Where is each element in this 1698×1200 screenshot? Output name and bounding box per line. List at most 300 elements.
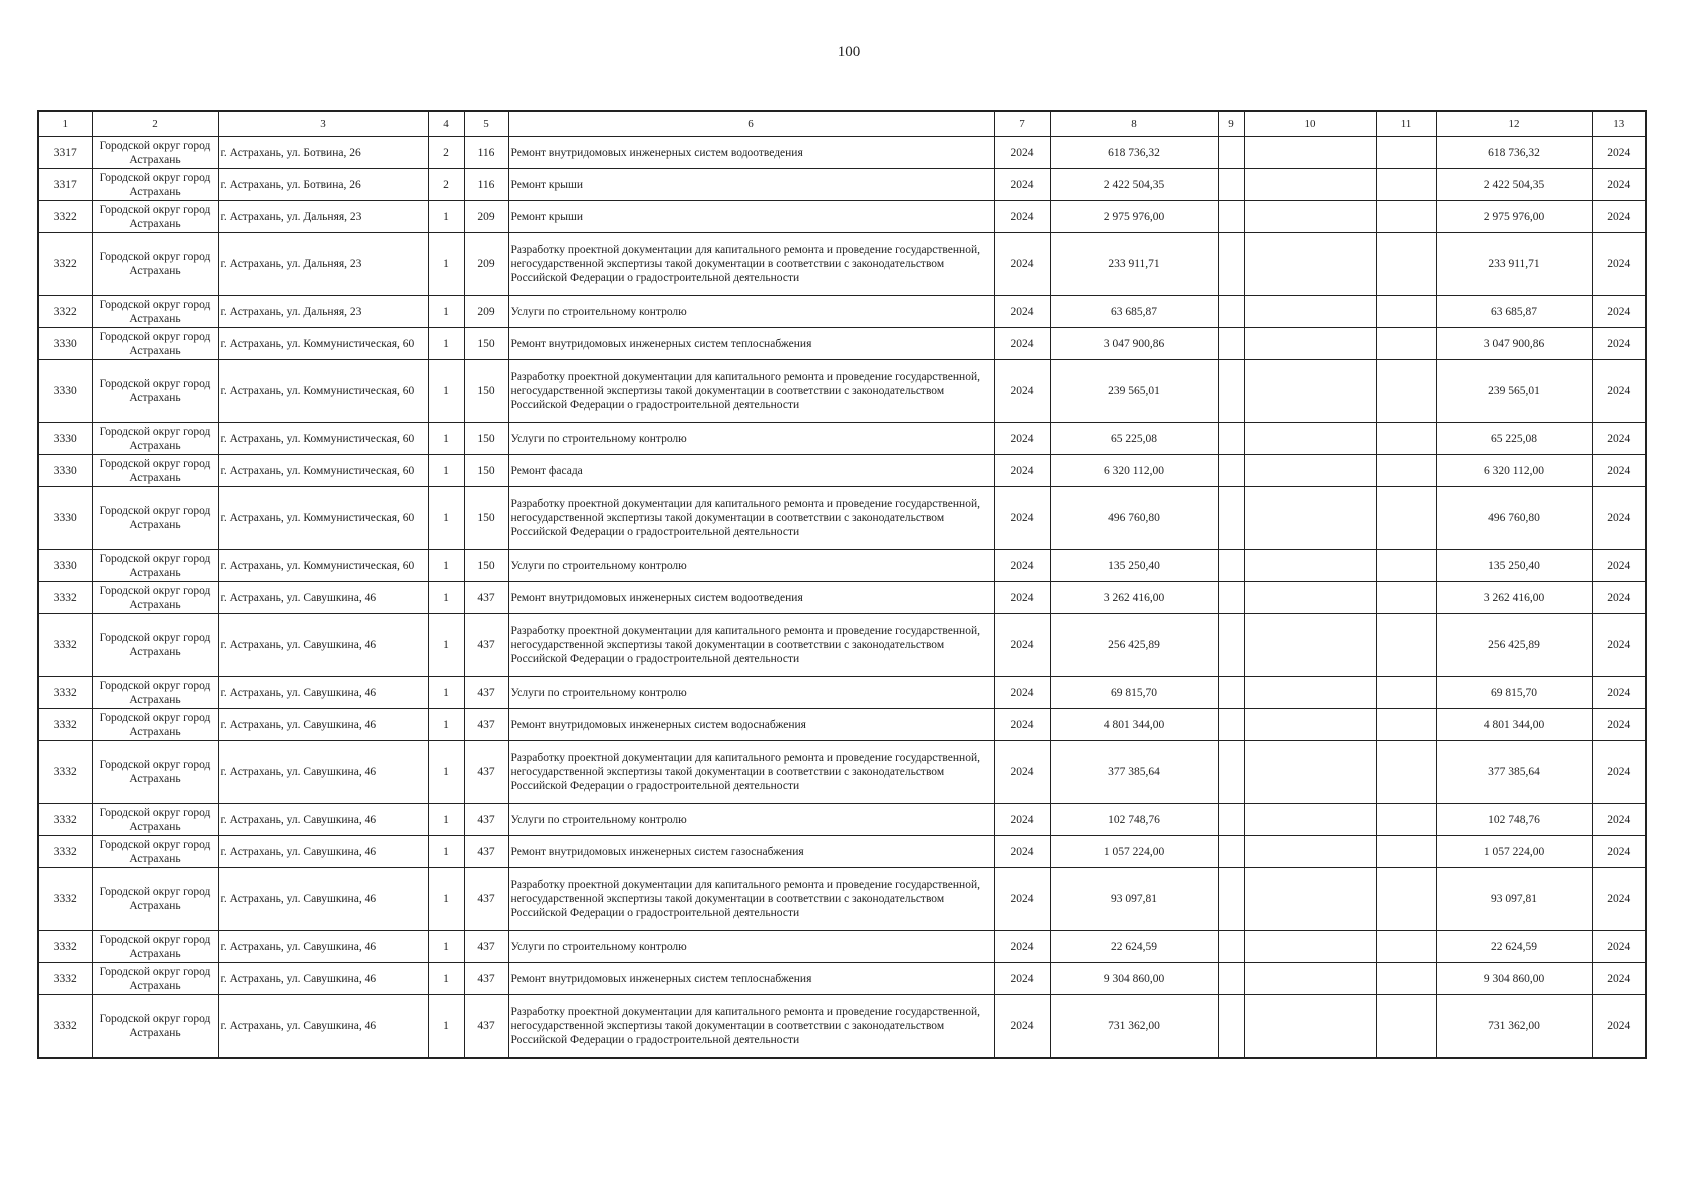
cell-col-4: 1 [428, 487, 464, 550]
cell-col-5: 437 [464, 677, 508, 709]
cell-col-2: Городской округ город Астрахань [92, 487, 218, 550]
column-header: 8 [1050, 111, 1218, 137]
cell-col-3: г. Астрахань, ул. Савушкина, 46 [218, 995, 428, 1059]
cell-col-6: Ремонт внутридомовых инженерных систем водоотведения [508, 582, 994, 614]
cell-col-2: Городской округ город Астрахань [92, 296, 218, 328]
cell-col-2: Городской округ город Астрахань [92, 169, 218, 201]
cell-col-3: г. Астрахань, ул. Савушкина, 46 [218, 741, 428, 804]
cell-col-4: 1 [428, 709, 464, 741]
column-header: 9 [1218, 111, 1244, 137]
cell-col-6: Ремонт внутридомовых инженерных систем водоснабжения [508, 709, 994, 741]
cell-col-3: г. Астрахань, ул. Савушкина, 46 [218, 963, 428, 995]
cell-col-13: 2024 [1592, 963, 1646, 995]
cell-col-4: 1 [428, 296, 464, 328]
cell-col-4: 1 [428, 995, 464, 1059]
cell-col-13: 2024 [1592, 201, 1646, 233]
cell-col-6: Услуги по строительному контролю [508, 931, 994, 963]
cell-col-12: 618 736,32 [1436, 137, 1592, 169]
cell-col-10 [1244, 931, 1376, 963]
cell-col-11 [1376, 201, 1436, 233]
cell-col-11 [1376, 836, 1436, 868]
cell-col-10 [1244, 296, 1376, 328]
cell-col-1: 3322 [38, 296, 92, 328]
cell-col-12: 63 685,87 [1436, 296, 1592, 328]
cell-col-7: 2024 [994, 582, 1050, 614]
cell-col-13: 2024 [1592, 487, 1646, 550]
cell-col-4: 1 [428, 614, 464, 677]
cell-col-6: Ремонт внутридомовых инженерных систем теплоснабжения [508, 328, 994, 360]
cell-col-5: 437 [464, 995, 508, 1059]
cell-col-6: Услуги по строительному контролю [508, 677, 994, 709]
cell-col-4: 1 [428, 836, 464, 868]
cell-col-12: 9 304 860,00 [1436, 963, 1592, 995]
cell-col-2: Городской округ город Астрахань [92, 582, 218, 614]
cell-col-1: 3317 [38, 137, 92, 169]
cell-col-7: 2024 [994, 614, 1050, 677]
cell-col-8: 3 047 900,86 [1050, 328, 1218, 360]
cell-col-11 [1376, 137, 1436, 169]
cell-col-8: 93 097,81 [1050, 868, 1218, 931]
cell-col-12: 2 422 504,35 [1436, 169, 1592, 201]
cell-col-7: 2024 [994, 995, 1050, 1059]
cell-col-6: Ремонт внутридомовых инженерных систем газоснабжения [508, 836, 994, 868]
cell-col-11 [1376, 169, 1436, 201]
table-row [38, 169, 1646, 201]
cell-col-12: 4 801 344,00 [1436, 709, 1592, 741]
cell-col-3: г. Астрахань, ул. Коммунистическая, 60 [218, 487, 428, 550]
cell-col-10 [1244, 836, 1376, 868]
cell-col-13: 2024 [1592, 677, 1646, 709]
cell-col-1: 3332 [38, 614, 92, 677]
cell-col-2: Городской округ город Астрахань [92, 137, 218, 169]
cell-col-2: Городской округ город Астрахань [92, 868, 218, 931]
cell-col-2: Городской округ город Астрахань [92, 328, 218, 360]
cell-col-1: 3332 [38, 931, 92, 963]
cell-col-7: 2024 [994, 455, 1050, 487]
cell-col-9 [1218, 296, 1244, 328]
cell-col-3: г. Астрахань, ул. Ботвина, 26 [218, 169, 428, 201]
cell-col-3: г. Астрахань, ул. Савушкина, 46 [218, 868, 428, 931]
cell-col-5: 150 [464, 550, 508, 582]
cell-col-12: 69 815,70 [1436, 677, 1592, 709]
cell-col-13: 2024 [1592, 360, 1646, 423]
cell-col-13: 2024 [1592, 233, 1646, 296]
column-header: 13 [1592, 111, 1646, 137]
column-header: 5 [464, 111, 508, 137]
cell-col-2: Городской округ город Астрахань [92, 741, 218, 804]
cell-col-13: 2024 [1592, 741, 1646, 804]
cell-col-5: 150 [464, 328, 508, 360]
cell-col-4: 1 [428, 201, 464, 233]
cell-col-11 [1376, 455, 1436, 487]
cell-col-6: Разработку проектной документации для капитального ремонта и проведение государственной, негосударственной экспертизы такой документации в соответствии с законодательством Российской Федерации о градостроительной деятельности [508, 868, 994, 931]
cell-col-3: г. Астрахань, ул. Коммунистическая, 60 [218, 360, 428, 423]
cell-col-7: 2024 [994, 296, 1050, 328]
cell-col-9 [1218, 709, 1244, 741]
table-row [38, 836, 1646, 868]
cell-col-8: 2 975 976,00 [1050, 201, 1218, 233]
cell-col-4: 1 [428, 550, 464, 582]
cell-col-10 [1244, 614, 1376, 677]
cell-col-11 [1376, 995, 1436, 1059]
table-row [38, 963, 1646, 995]
cell-col-10 [1244, 137, 1376, 169]
cell-col-3: г. Астрахань, ул. Коммунистическая, 60 [218, 455, 428, 487]
cell-col-5: 150 [464, 487, 508, 550]
cell-col-13: 2024 [1592, 137, 1646, 169]
cell-col-9 [1218, 233, 1244, 296]
cell-col-9 [1218, 677, 1244, 709]
cell-col-10 [1244, 455, 1376, 487]
cell-col-5: 437 [464, 582, 508, 614]
cell-col-13: 2024 [1592, 455, 1646, 487]
cell-col-5: 437 [464, 741, 508, 804]
cell-col-12: 65 225,08 [1436, 423, 1592, 455]
cell-col-12: 239 565,01 [1436, 360, 1592, 423]
cell-col-5: 150 [464, 455, 508, 487]
cell-col-6: Ремонт крыши [508, 201, 994, 233]
table-row [38, 741, 1646, 804]
cell-col-2: Городской округ город Астрахань [92, 931, 218, 963]
cell-col-1: 3330 [38, 328, 92, 360]
cell-col-8: 135 250,40 [1050, 550, 1218, 582]
cell-col-8: 69 815,70 [1050, 677, 1218, 709]
cell-col-9 [1218, 868, 1244, 931]
cell-col-1: 3330 [38, 423, 92, 455]
cell-col-3: г. Астрахань, ул. Савушкина, 46 [218, 804, 428, 836]
table-row [38, 677, 1646, 709]
cell-col-7: 2024 [994, 137, 1050, 169]
cell-col-7: 2024 [994, 233, 1050, 296]
cell-col-1: 3332 [38, 677, 92, 709]
cell-col-5: 437 [464, 709, 508, 741]
capital-repair-table [37, 110, 1647, 1059]
cell-col-8: 731 362,00 [1050, 995, 1218, 1059]
cell-col-12: 233 911,71 [1436, 233, 1592, 296]
cell-col-12: 377 385,64 [1436, 741, 1592, 804]
cell-col-10 [1244, 709, 1376, 741]
cell-col-8: 22 624,59 [1050, 931, 1218, 963]
cell-col-3: г. Астрахань, ул. Савушкина, 46 [218, 582, 428, 614]
table-row [38, 328, 1646, 360]
cell-col-6: Разработку проектной документации для капитального ремонта и проведение государственной, негосударственной экспертизы такой документации в соответствии с законодательством Российской Федерации о градостроительной деятельности [508, 614, 994, 677]
cell-col-12: 6 320 112,00 [1436, 455, 1592, 487]
cell-col-2: Городской округ город Астрахань [92, 201, 218, 233]
cell-col-4: 1 [428, 328, 464, 360]
cell-col-1: 3332 [38, 836, 92, 868]
cell-col-6: Услуги по строительному контролю [508, 804, 994, 836]
cell-col-9 [1218, 455, 1244, 487]
cell-col-13: 2024 [1592, 709, 1646, 741]
cell-col-11 [1376, 741, 1436, 804]
cell-col-4: 1 [428, 455, 464, 487]
column-header: 4 [428, 111, 464, 137]
cell-col-1: 3332 [38, 709, 92, 741]
cell-col-11 [1376, 360, 1436, 423]
column-header: 10 [1244, 111, 1376, 137]
cell-col-2: Городской округ город Астрахань [92, 677, 218, 709]
cell-col-11 [1376, 233, 1436, 296]
cell-col-6: Разработку проектной документации для капитального ремонта и проведение государственной, негосударственной экспертизы такой документации в соответствии с законодательством Российской Федерации о градостроительной деятельности [508, 360, 994, 423]
cell-col-11 [1376, 677, 1436, 709]
cell-col-1: 3322 [38, 201, 92, 233]
cell-col-8: 239 565,01 [1050, 360, 1218, 423]
cell-col-2: Городской округ город Астрахань [92, 455, 218, 487]
column-number-row [38, 111, 1646, 137]
cell-col-11 [1376, 550, 1436, 582]
cell-col-7: 2024 [994, 741, 1050, 804]
cell-col-7: 2024 [994, 328, 1050, 360]
cell-col-9 [1218, 931, 1244, 963]
cell-col-3: г. Астрахань, ул. Савушкина, 46 [218, 677, 428, 709]
cell-col-11 [1376, 296, 1436, 328]
cell-col-4: 1 [428, 741, 464, 804]
column-header: 6 [508, 111, 994, 137]
cell-col-13: 2024 [1592, 169, 1646, 201]
cell-col-12: 3 262 416,00 [1436, 582, 1592, 614]
cell-col-9 [1218, 550, 1244, 582]
cell-col-4: 1 [428, 804, 464, 836]
cell-col-1: 3317 [38, 169, 92, 201]
cell-col-2: Городской округ город Астрахань [92, 709, 218, 741]
cell-col-1: 3330 [38, 455, 92, 487]
cell-col-13: 2024 [1592, 328, 1646, 360]
cell-col-8: 6 320 112,00 [1050, 455, 1218, 487]
cell-col-8: 1 057 224,00 [1050, 836, 1218, 868]
cell-col-10 [1244, 423, 1376, 455]
cell-col-12: 256 425,89 [1436, 614, 1592, 677]
cell-col-6: Ремонт внутридомовых инженерных систем теплоснабжения [508, 963, 994, 995]
cell-col-2: Городской округ город Астрахань [92, 804, 218, 836]
cell-col-2: Городской округ город Астрахань [92, 836, 218, 868]
column-header: 12 [1436, 111, 1592, 137]
cell-col-1: 3330 [38, 487, 92, 550]
cell-col-9 [1218, 423, 1244, 455]
cell-col-4: 1 [428, 868, 464, 931]
cell-col-6: Ремонт внутридомовых инженерных систем водоотведения [508, 137, 994, 169]
cell-col-10 [1244, 360, 1376, 423]
cell-col-9 [1218, 582, 1244, 614]
cell-col-11 [1376, 963, 1436, 995]
cell-col-8: 9 304 860,00 [1050, 963, 1218, 995]
column-header: 3 [218, 111, 428, 137]
cell-col-5: 150 [464, 360, 508, 423]
cell-col-5: 437 [464, 836, 508, 868]
cell-col-2: Городской округ город Астрахань [92, 233, 218, 296]
cell-col-13: 2024 [1592, 423, 1646, 455]
cell-col-7: 2024 [994, 201, 1050, 233]
cell-col-8: 618 736,32 [1050, 137, 1218, 169]
cell-col-8: 102 748,76 [1050, 804, 1218, 836]
cell-col-1: 3330 [38, 550, 92, 582]
cell-col-9 [1218, 614, 1244, 677]
cell-col-4: 1 [428, 931, 464, 963]
cell-col-4: 2 [428, 137, 464, 169]
cell-col-13: 2024 [1592, 296, 1646, 328]
table-row [38, 995, 1646, 1059]
table-row [38, 423, 1646, 455]
cell-col-3: г. Астрахань, ул. Ботвина, 26 [218, 137, 428, 169]
cell-col-4: 1 [428, 582, 464, 614]
cell-col-13: 2024 [1592, 995, 1646, 1059]
cell-col-7: 2024 [994, 804, 1050, 836]
cell-col-9 [1218, 963, 1244, 995]
cell-col-3: г. Астрахань, ул. Коммунистическая, 60 [218, 328, 428, 360]
cell-col-12: 496 760,80 [1436, 487, 1592, 550]
cell-col-6: Разработку проектной документации для капитального ремонта и проведение государственной, негосударственной экспертизы такой документации в соответствии с законодательством Российской Федерации о градостроительной деятельности [508, 487, 994, 550]
cell-col-12: 2 975 976,00 [1436, 201, 1592, 233]
cell-col-5: 209 [464, 201, 508, 233]
cell-col-1: 3332 [38, 804, 92, 836]
cell-col-11 [1376, 328, 1436, 360]
table-row [38, 360, 1646, 423]
cell-col-8: 256 425,89 [1050, 614, 1218, 677]
cell-col-7: 2024 [994, 169, 1050, 201]
cell-col-12: 22 624,59 [1436, 931, 1592, 963]
cell-col-11 [1376, 804, 1436, 836]
table-row [38, 614, 1646, 677]
cell-col-3: г. Астрахань, ул. Савушкина, 46 [218, 836, 428, 868]
cell-col-3: г. Астрахань, ул. Савушкина, 46 [218, 709, 428, 741]
cell-col-7: 2024 [994, 963, 1050, 995]
cell-col-9 [1218, 836, 1244, 868]
cell-col-2: Городской округ город Астрахань [92, 360, 218, 423]
cell-col-1: 3332 [38, 868, 92, 931]
cell-col-3: г. Астрахань, ул. Дальняя, 23 [218, 201, 428, 233]
cell-col-11 [1376, 709, 1436, 741]
cell-col-10 [1244, 487, 1376, 550]
table-row [38, 137, 1646, 169]
cell-col-10 [1244, 582, 1376, 614]
cell-col-7: 2024 [994, 550, 1050, 582]
cell-col-2: Городской округ город Астрахань [92, 550, 218, 582]
cell-col-1: 3332 [38, 582, 92, 614]
cell-col-5: 437 [464, 614, 508, 677]
cell-col-8: 4 801 344,00 [1050, 709, 1218, 741]
cell-col-5: 116 [464, 169, 508, 201]
cell-col-2: Городской округ город Астрахань [92, 423, 218, 455]
cell-col-7: 2024 [994, 360, 1050, 423]
column-header: 7 [994, 111, 1050, 137]
cell-col-3: г. Астрахань, ул. Савушкина, 46 [218, 931, 428, 963]
column-header: 2 [92, 111, 218, 137]
table-row [38, 868, 1646, 931]
cell-col-7: 2024 [994, 677, 1050, 709]
cell-col-13: 2024 [1592, 931, 1646, 963]
cell-col-6: Разработку проектной документации для капитального ремонта и проведение государственной, негосударственной экспертизы такой документации в соответствии с законодательством Российской Федерации о градостроительной деятельности [508, 995, 994, 1059]
cell-col-8: 377 385,64 [1050, 741, 1218, 804]
cell-col-9 [1218, 137, 1244, 169]
cell-col-6: Разработку проектной документации для капитального ремонта и проведение государственной, негосударственной экспертизы такой документации в соответствии с законодательством Российской Федерации о градостроительной деятельности [508, 233, 994, 296]
cell-col-12: 731 362,00 [1436, 995, 1592, 1059]
cell-col-7: 2024 [994, 423, 1050, 455]
cell-col-1: 3330 [38, 360, 92, 423]
cell-col-12: 135 250,40 [1436, 550, 1592, 582]
cell-col-11 [1376, 582, 1436, 614]
cell-col-9 [1218, 741, 1244, 804]
cell-col-11 [1376, 423, 1436, 455]
cell-col-9 [1218, 487, 1244, 550]
cell-col-10 [1244, 328, 1376, 360]
cell-col-10 [1244, 169, 1376, 201]
cell-col-12: 102 748,76 [1436, 804, 1592, 836]
cell-col-6: Услуги по строительному контролю [508, 423, 994, 455]
cell-col-8: 233 911,71 [1050, 233, 1218, 296]
cell-col-8: 3 262 416,00 [1050, 582, 1218, 614]
cell-col-8: 65 225,08 [1050, 423, 1218, 455]
cell-col-10 [1244, 741, 1376, 804]
cell-col-13: 2024 [1592, 614, 1646, 677]
cell-col-9 [1218, 169, 1244, 201]
table-row [38, 582, 1646, 614]
cell-col-12: 93 097,81 [1436, 868, 1592, 931]
cell-col-3: г. Астрахань, ул. Дальняя, 23 [218, 233, 428, 296]
table-body [38, 137, 1646, 1059]
cell-col-7: 2024 [994, 931, 1050, 963]
cell-col-4: 1 [428, 963, 464, 995]
cell-col-1: 3332 [38, 741, 92, 804]
cell-col-11 [1376, 614, 1436, 677]
cell-col-10 [1244, 677, 1376, 709]
cell-col-13: 2024 [1592, 550, 1646, 582]
cell-col-11 [1376, 931, 1436, 963]
cell-col-12: 3 047 900,86 [1436, 328, 1592, 360]
cell-col-12: 1 057 224,00 [1436, 836, 1592, 868]
cell-col-6: Услуги по строительному контролю [508, 550, 994, 582]
cell-col-1: 3332 [38, 995, 92, 1059]
cell-col-11 [1376, 868, 1436, 931]
cell-col-7: 2024 [994, 868, 1050, 931]
cell-col-4: 2 [428, 169, 464, 201]
cell-col-5: 150 [464, 423, 508, 455]
table-row [38, 709, 1646, 741]
cell-col-9 [1218, 328, 1244, 360]
cell-col-3: г. Астрахань, ул. Савушкина, 46 [218, 614, 428, 677]
cell-col-7: 2024 [994, 709, 1050, 741]
column-header: 11 [1376, 111, 1436, 137]
cell-col-10 [1244, 963, 1376, 995]
cell-col-10 [1244, 995, 1376, 1059]
cell-col-10 [1244, 550, 1376, 582]
cell-col-13: 2024 [1592, 868, 1646, 931]
cell-col-7: 2024 [994, 836, 1050, 868]
table-row [38, 455, 1646, 487]
cell-col-8: 63 685,87 [1050, 296, 1218, 328]
cell-col-10 [1244, 201, 1376, 233]
cell-col-9 [1218, 360, 1244, 423]
table-row [38, 804, 1646, 836]
cell-col-3: г. Астрахань, ул. Коммунистическая, 60 [218, 423, 428, 455]
table-row [38, 550, 1646, 582]
cell-col-10 [1244, 804, 1376, 836]
table-row [38, 233, 1646, 296]
cell-col-1: 3332 [38, 963, 92, 995]
cell-col-8: 2 422 504,35 [1050, 169, 1218, 201]
cell-col-4: 1 [428, 360, 464, 423]
cell-col-9 [1218, 804, 1244, 836]
cell-col-4: 1 [428, 677, 464, 709]
cell-col-8: 496 760,80 [1050, 487, 1218, 550]
table-row [38, 931, 1646, 963]
column-header: 1 [38, 111, 92, 137]
cell-col-2: Городской округ город Астрахань [92, 963, 218, 995]
cell-col-11 [1376, 487, 1436, 550]
cell-col-6: Разработку проектной документации для капитального ремонта и проведение государственной, негосударственной экспертизы такой документации в соответствии с законодательством Российской Федерации о градостроительной деятельности [508, 741, 994, 804]
cell-col-13: 2024 [1592, 836, 1646, 868]
cell-col-3: г. Астрахань, ул. Дальняя, 23 [218, 296, 428, 328]
cell-col-5: 116 [464, 137, 508, 169]
cell-col-5: 209 [464, 296, 508, 328]
